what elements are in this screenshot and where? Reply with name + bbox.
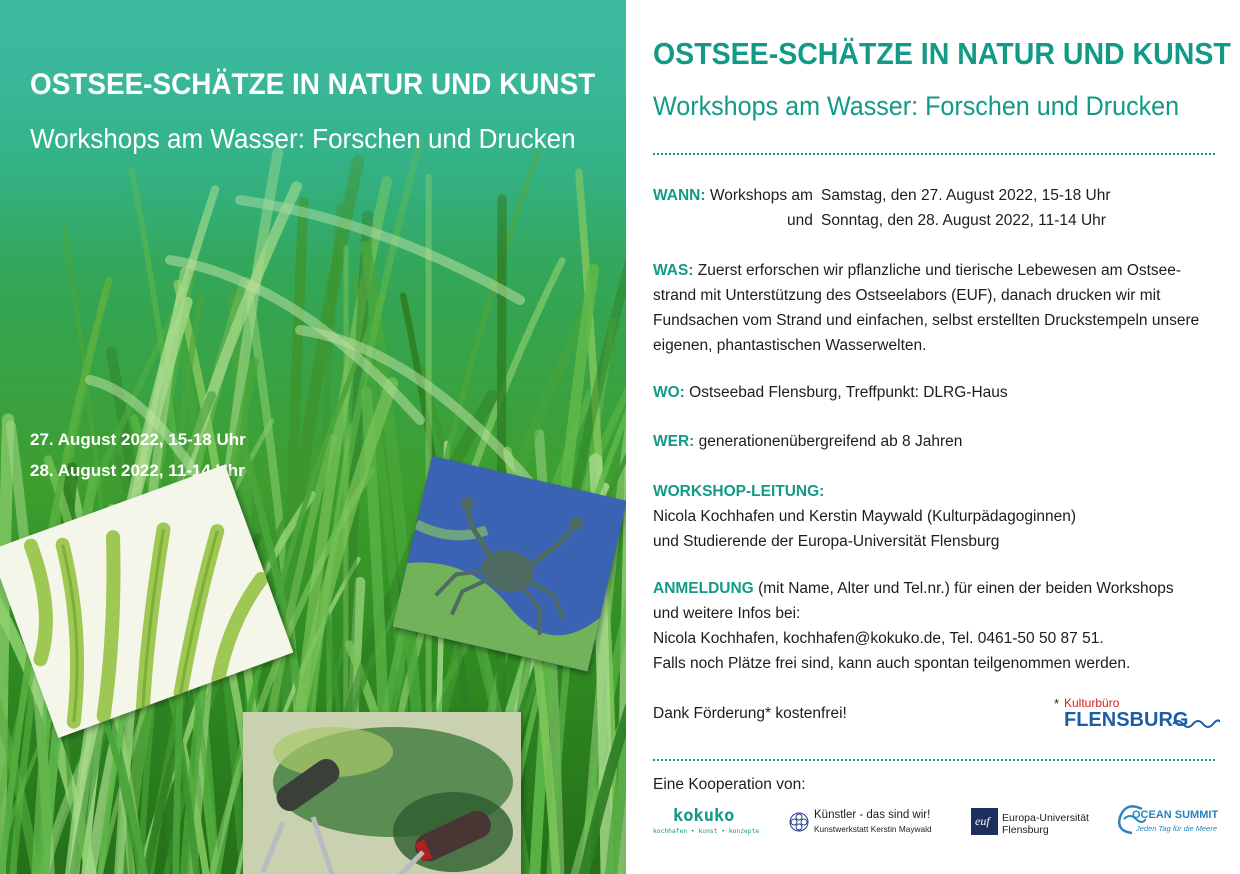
left-date-1: 27. August 2022, 15-18 Uhr bbox=[30, 430, 246, 449]
right-title: OSTSEE-SCHÄTZE IN NATUR UND KUNST bbox=[653, 36, 1231, 71]
euf-mark-text: euf bbox=[975, 814, 990, 828]
was-line-1: Zuerst erforschen wir pflanzliche und tierische Lebewesen am Ostsee- bbox=[697, 262, 1182, 279]
was-line-2: strand mit Unterstützung des Ostseelabors (EUF), danach drucken wir mit bbox=[653, 287, 1161, 304]
anmeldung-contact: Nicola Kochhafen, kochhafen@kokuko.de, Tel. 0461-50 50 87 51. bbox=[653, 630, 1104, 647]
foerderung-text: Dank Förderung* kostenfrei! bbox=[653, 705, 847, 722]
kulturbuero-flensburg-logo bbox=[1054, 696, 1224, 736]
wo-section bbox=[653, 380, 1218, 405]
wo-text: Ostseebad Flensburg, Treffpunkt: DLRG-Haus bbox=[689, 384, 1008, 401]
wann-section bbox=[653, 183, 1218, 233]
kulturbuero-text: Kulturbüro bbox=[1064, 696, 1120, 710]
ocean-summit-tagline: Jeden Tag für die Meere bbox=[1136, 824, 1218, 833]
sponsor-asterisk: * bbox=[1054, 696, 1060, 711]
anmeldung-label: ANMELDUNG bbox=[653, 580, 754, 597]
wann-date-2: Sonntag, den 28. August 2022, 11-14 Uhr bbox=[821, 212, 1106, 229]
info-panel bbox=[626, 0, 1240, 874]
flower-icon bbox=[788, 811, 810, 833]
wann-prefix: Workshops am bbox=[709, 187, 813, 204]
kooperation-text: Eine Kooperation von: bbox=[653, 776, 806, 793]
wo-label: WO: bbox=[653, 384, 685, 401]
wann-date-1: Samstag, den 27. August 2022, 15-18 Uhr bbox=[821, 187, 1111, 204]
leitung-line-1: Nicola Kochhafen und Kerstin Maywald (Kulturpädagoginnen) bbox=[653, 508, 1077, 525]
dotted-divider bbox=[653, 153, 1215, 155]
kokuko-logo bbox=[653, 806, 768, 840]
was-line-3: Fundsachen vom Strand und einfachen, selbst erstellten Druckstempeln unsere bbox=[653, 312, 1200, 329]
wer-section bbox=[653, 429, 1218, 454]
euf-logo bbox=[971, 806, 1101, 840]
rollers-photo bbox=[243, 712, 521, 874]
wer-label: WER: bbox=[653, 433, 695, 450]
wave-icon bbox=[1172, 716, 1220, 730]
anmeldung-line-4: Falls noch Plätze frei sind, kann auch spontan teilgenommen werden. bbox=[653, 655, 1131, 672]
dotted-divider-bottom bbox=[653, 759, 1215, 761]
anmeldung-section bbox=[653, 576, 1218, 676]
wer-text: generationenübergreifend ab 8 Jahren bbox=[698, 433, 963, 450]
leitung-line-2: und Studierende der Europa-Universität Flensburg bbox=[653, 533, 1000, 550]
left-subtitle: Workshops am Wasser: Forschen und Drucken bbox=[30, 123, 576, 154]
kuenstler-logo bbox=[788, 806, 948, 840]
left-date-2: 28. August 2022, 11-14 Uhr bbox=[30, 461, 245, 480]
left-title: OSTSEE-SCHÄTZE IN NATUR UND KUNST bbox=[30, 68, 596, 101]
euf-mark bbox=[971, 808, 998, 835]
leitung-section bbox=[653, 479, 1218, 554]
was-line-4: eigenen, phantastischen Wasserwelten. bbox=[653, 337, 927, 354]
flensburg-text: FLENSBURG bbox=[1064, 709, 1189, 731]
anmeldung-line-1: (mit Name, Alter und Tel.nr.) für einen der beiden Workshops bbox=[758, 580, 1174, 597]
wann-and: und bbox=[787, 212, 813, 229]
kokuko-tagline: kochhafen • kunst • konzepte bbox=[653, 828, 760, 835]
ocean-summit-name: OCEAN SUMMIT bbox=[1132, 809, 1219, 821]
kuenstler-tagline: Kunstwerkstatt Kerstin Maywald bbox=[814, 824, 932, 834]
wann-label: WANN: bbox=[653, 187, 706, 204]
ocean-summit-logo bbox=[1116, 801, 1238, 841]
was-section bbox=[653, 258, 1218, 358]
euf-line-2: Flensburg bbox=[1002, 824, 1049, 836]
right-subtitle: Workshops am Wasser: Forschen und Drucken bbox=[653, 91, 1180, 121]
euf-line-1: Europa-Universität bbox=[1002, 812, 1089, 824]
was-label: WAS: bbox=[653, 262, 694, 279]
kuenstler-name: Künstler - das sind wir! bbox=[814, 809, 931, 821]
kokuko-name: kokuko bbox=[673, 806, 735, 826]
leitung-label: WORKSHOP-LEITUNG: bbox=[653, 483, 825, 500]
anmeldung-line-2: und weitere Infos bei: bbox=[653, 605, 801, 622]
rollers-image bbox=[243, 712, 521, 874]
